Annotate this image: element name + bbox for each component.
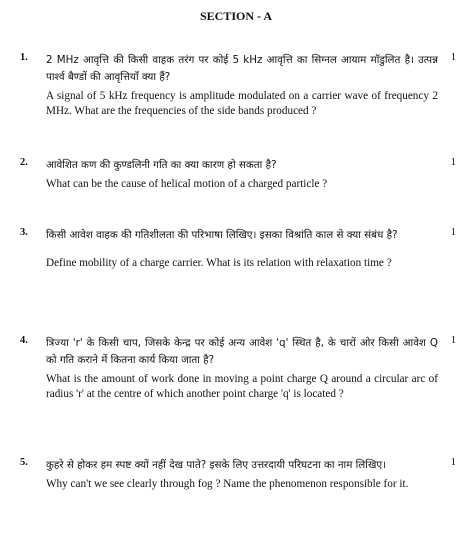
question-marks: 1 xyxy=(450,227,456,238)
question-3 xyxy=(20,227,460,271)
question-text-hindi: कुहरे से होकर हम स्पष्ट क्यों नहीं देख पाते? इसके लिए उत्तरदायी परिघटना का नाम लिखिए। xyxy=(46,459,386,471)
question-text-hindi: त्रिज्या 'r' के किसी चाप, जिसके केन्द्र पर कोई अन्य आवेश 'q' स्थित है, के चारों ओर किसी आवेश Q को गति कराने में कितना कार्य किया जाता है? xyxy=(46,337,438,366)
question-text-hindi: किसी आवेश वाहक की गतिशीलता की परिभाषा लिखिए। इसका विश्रांति काल से क्या संबंध है? xyxy=(46,229,398,241)
question-text-english: What can be the cause of helical motion of a charged particle ? xyxy=(46,178,328,190)
question-text-hindi: 2 MHz आवृत्ति की किसी वाहक तरंग पर कोई 5 kHz आवृत्ति का सिग्नल आयाम मॉडुलित है। उत्पन्न पार्श्व बैण्डों की आवृत्तियाँ क्या हैं? xyxy=(46,54,438,83)
question-4 xyxy=(20,335,460,402)
question-number: 2. xyxy=(20,157,28,168)
question-1 xyxy=(20,52,460,119)
question-2 xyxy=(20,157,460,192)
question-number: 1. xyxy=(20,52,28,63)
question-number: 5. xyxy=(20,457,28,468)
question-text-english: Why can't we see clearly through fog ? Name the phenomenon responsible for it. xyxy=(46,478,409,490)
question-marks: 1 xyxy=(450,52,456,63)
question-number: 4. xyxy=(20,335,28,346)
question-text-english: What is the amount of work done in moving a point charge Q around a circular arc of radius 'r' at the centre of which another point charge 'q' is located ? xyxy=(46,373,438,400)
question-marks: 1 xyxy=(450,335,456,346)
question-5 xyxy=(20,457,460,492)
question-marks: 1 xyxy=(450,157,456,168)
question-number: 3. xyxy=(20,227,28,238)
question-text-hindi: आवेशित कण की कुण्डलिनी गति का क्या कारण हो सकता है? xyxy=(46,159,277,171)
question-text-english: A signal of 5 kHz frequency is amplitude modulated on a carrier wave of frequency 2 MHz. What are the frequencies of the side bands produced ? xyxy=(46,90,438,117)
section-title: SECTION - A xyxy=(199,9,273,23)
question-marks: 1 xyxy=(450,457,456,468)
question-text-english: Define mobility of a charge carrier. What is its relation with relaxation time ? xyxy=(46,257,392,269)
